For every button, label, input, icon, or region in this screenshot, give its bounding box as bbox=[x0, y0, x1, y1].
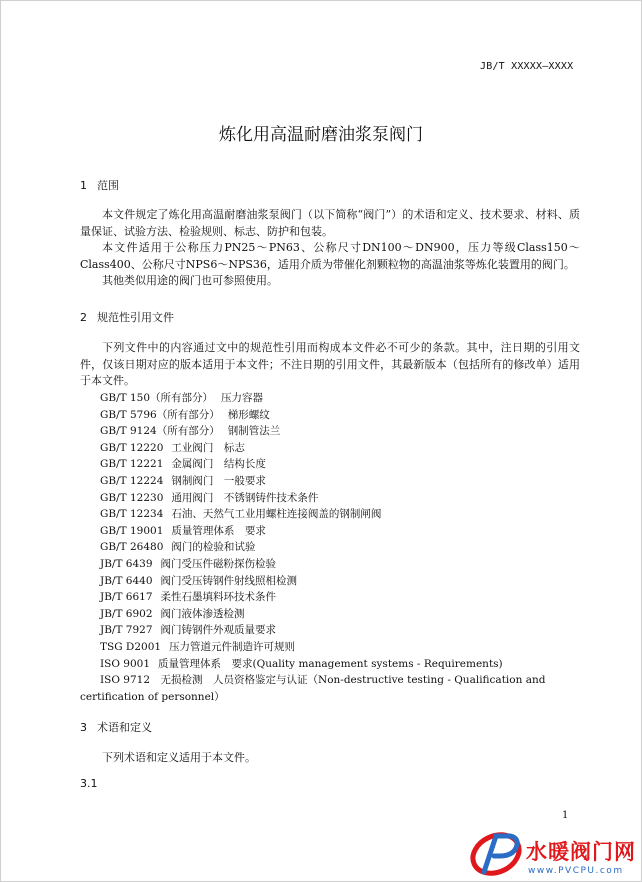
watermark-url: www.PVCPU.com bbox=[528, 866, 624, 876]
reference-item: GB/T 5796（所有部分） 梯形螺纹 bbox=[100, 408, 270, 421]
scope-paragraph-1: 本文件规定了炼化用高温耐磨油浆泵阀门（以下简称“阀门”）的术语和定义、技术要求、材料、质量保证、试验方法、检验规则、标志、防护和包装。 bbox=[80, 208, 580, 238]
section-number: 2 bbox=[80, 311, 87, 324]
watermark-brand: 水暖阀门网 bbox=[526, 840, 636, 864]
reference-item: GB/T 12221 金属阀门 结构长度 bbox=[100, 458, 266, 471]
reference-item: JB/T 6617 柔性石墨填料环技术条件 bbox=[100, 591, 277, 604]
clause-number: 3.1 bbox=[80, 777, 98, 790]
reference-item: GB/T 19001 质量管理体系 要求 bbox=[100, 524, 266, 537]
normative-intro-paragraph: 下列文件中的内容通过文中的规范性引用而构成本文件必不可少的条款。其中，注日期的引用文件，仅该日期对应的版本适用于本文件；不注日期的引用文件，其最新版本（包括所有的修改单）适用于本文件。 bbox=[80, 341, 580, 387]
scope-paragraph-2: 本文件适用于公称压力PN25～PN63、公称尺寸DN100～DN900，压力等级Class150～Class400、公称尺寸NPS6～NPS36，适用介质为带催化剂颗粒物的高温油浆等炼化装置用的阀门。 bbox=[80, 241, 580, 271]
reference-item: GB/T 12234 石油、天然气工业用螺柱连接阀盖的钢制闸阀 bbox=[100, 508, 382, 521]
section-title: 范围 bbox=[97, 179, 119, 192]
terms-intro-paragraph: 下列术语和定义适用于本文件。 bbox=[102, 751, 256, 764]
reference-item: GB/T 12220 工业阀门 标志 bbox=[100, 441, 245, 454]
scope-paragraph-3: 其他类似用途的阀门也可参照使用。 bbox=[102, 274, 278, 287]
standard-code: JB/T XXXXX—XXXX bbox=[480, 61, 574, 72]
reference-item: GB/T 150（所有部分） 压力容器 bbox=[100, 392, 264, 404]
page-number: 1 bbox=[562, 810, 569, 821]
section-heading-terms-definitions bbox=[80, 719, 152, 735]
reference-item: GB/T 9124（所有部分） 钢制管法兰 bbox=[100, 425, 281, 438]
reference-item: JB/T 6902 阀门液体渗透检测 bbox=[100, 607, 245, 620]
reference-item: JB/T 7927 阀门铸钢件外观质量要求 bbox=[100, 624, 277, 637]
section-number: 3 bbox=[80, 721, 87, 734]
reference-item: JB/T 6439 阀门受压件磁粉探伤检验 bbox=[100, 557, 277, 570]
section-heading-normative-references bbox=[80, 309, 174, 325]
reference-item: JB/T 6440 阀门受压铸钢件射线照相检测 bbox=[100, 574, 298, 587]
reference-item: GB/T 12230 通用阀门 不锈钢铸件技术条件 bbox=[100, 491, 319, 504]
reference-item: GB/T 12224 钢制阀门 一般要求 bbox=[100, 474, 266, 487]
reference-item: ISO 9712 无损检测 人员资格鉴定与认证（Non-destructive testing - Qualification and certification of personnel） bbox=[80, 674, 546, 703]
reference-item: ISO 9001 质量管理体系 要求(Quality management systems - Requirements) bbox=[100, 657, 503, 670]
section-title: 规范性引用文件 bbox=[97, 311, 174, 324]
section-heading-scope bbox=[80, 177, 119, 193]
section-title: 术语和定义 bbox=[97, 721, 152, 734]
section-number: 1 bbox=[80, 179, 87, 192]
reference-item: TSG D2001 压力管道元件制造许可规则 bbox=[100, 640, 296, 653]
reference-item: GB/T 26480 阀门的检验和试验 bbox=[100, 541, 256, 554]
document-title: 炼化用高温耐磨油浆泵阀门 bbox=[219, 125, 423, 145]
reference-list bbox=[80, 390, 580, 705]
